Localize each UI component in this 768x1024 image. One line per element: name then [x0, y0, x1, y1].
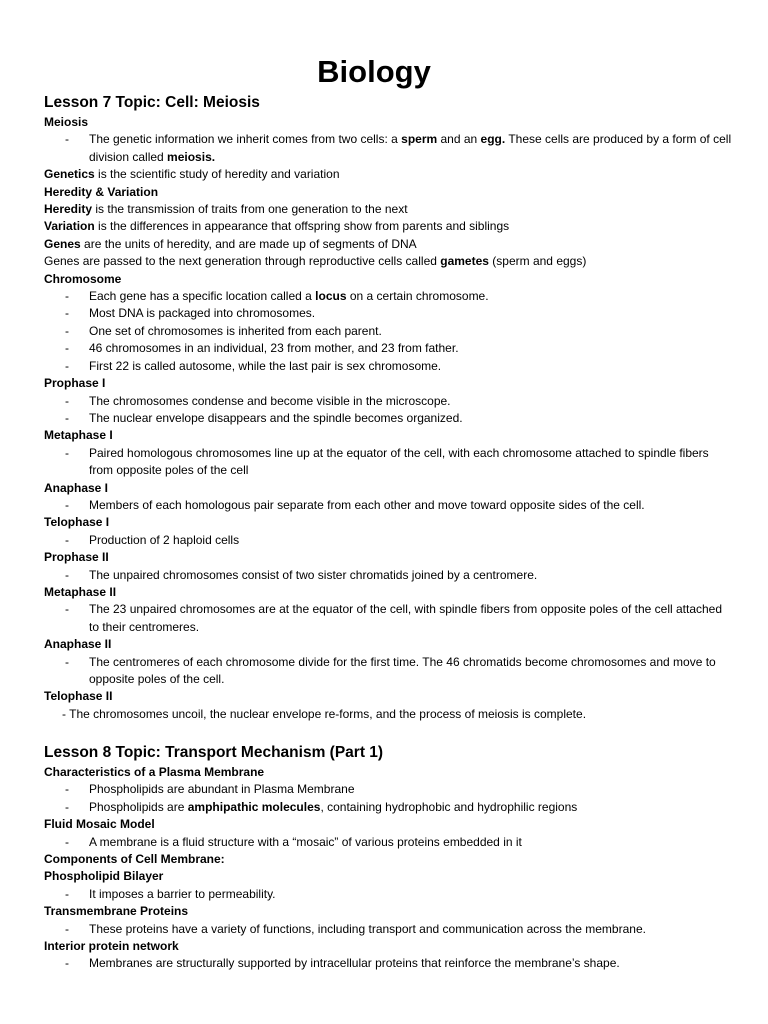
fluid-mosaic-heading: Fluid Mosaic Model [44, 817, 155, 832]
variation-definition: Variation is the differences in appearance that offspring show from parents and siblings [44, 219, 510, 234]
fluid-mosaic-bullet: - A membrane is a fluid structure with a “mosaic” of various proteins embedded in it [44, 834, 734, 851]
chromosome-bullet: - One set of chromosomes is inherited from each parent. [44, 323, 734, 340]
metaphase-2-heading: Metaphase II [44, 584, 117, 599]
lesson-7-title: Lesson 7 Topic: Cell: Meiosis [44, 94, 260, 111]
components-heading: Components of Cell Membrane: [44, 852, 225, 867]
anaphase-2-heading: Anaphase II [44, 637, 112, 652]
genes-definition: Genes are the units of heredity, and are made up of segments of DNA [44, 236, 417, 251]
plasma-membrane-bullet: - Phospholipids are abundant in Plasma Membrane [44, 781, 734, 798]
telophase-1-bullet: - Production of 2 haploid cells [44, 532, 734, 549]
heredity-variation-heading: Heredity & Variation [44, 184, 159, 199]
prophase-1-heading: Prophase I [44, 376, 106, 391]
meiosis-bullet: - The genetic information we inherit comes from two cells: a sperm and an egg. These cells are produced by a form of cell division called meiosis. [44, 131, 734, 166]
heredity-definition: Heredity is the transmission of traits from one generation to the next [44, 202, 408, 217]
lesson-8-section [44, 742, 734, 973]
gametes-definition: Genes are passed to the next generation through reproductive cells called gametes (sperm and eggs) [44, 254, 587, 269]
phospholipid-bilayer-heading: Phospholipid Bilayer [44, 869, 164, 884]
metaphase-2-bullet: - The 23 unpaired chromosomes are at the equator of the cell, with spindle fibers from opposite poles of the cell attached to their centromeres. [44, 601, 734, 636]
chromosome-bullet: - Most DNA is packaged into chromosomes. [44, 305, 734, 322]
prophase-1-bullet: - The nuclear envelope disappears and the spindle becomes organized. [44, 410, 734, 427]
plasma-membrane-bullet: - Phospholipids are amphipathic molecules, containing hydrophobic and hydrophilic regions [44, 799, 734, 816]
metaphase-1-heading: Metaphase I [44, 428, 113, 443]
phospholipid-bilayer-bullet: - It imposes a barrier to permeability. [44, 886, 734, 903]
telophase-2-heading: Telophase II [44, 689, 113, 704]
genetics-definition: Genetics is the scientific study of heredity and variation [44, 167, 340, 182]
chromosome-heading: Chromosome [44, 271, 122, 286]
transmembrane-proteins-bullet: - These proteins have a variety of functions, including transport and communication across the membrane. [44, 921, 734, 938]
meiosis-heading: Meiosis [44, 115, 89, 129]
interior-protein-network-bullet: - Membranes are structurally supported by intracellular proteins that reinforce the membrane’s shape. [44, 955, 734, 972]
telophase-2-line: - The chromosomes uncoil, the nuclear envelope re-forms, and the process of meiosis is complete. [62, 706, 587, 721]
metaphase-1-bullet: - Paired homologous chromosomes line up at the equator of the cell, with each chromosome attached to spindle fibers from opposite poles of the cell [44, 445, 734, 480]
plasma-membrane-heading: Characteristics of a Plasma Membrane [44, 765, 265, 779]
prophase-2-bullet: - The unpaired chromosomes consist of two sister chromatids joined by a centromere. [44, 567, 734, 584]
chromosome-bullet: - 46 chromosomes in an individual, 23 from mother, and 23 from father. [44, 340, 734, 357]
anaphase-1-heading: Anaphase I [44, 480, 109, 495]
telophase-1-heading: Telophase I [44, 515, 110, 530]
prophase-1-bullet: - The chromosomes condense and become visible in the microscope. [44, 393, 734, 410]
chromosome-bullet: - Each gene has a specific location called a locus on a certain chromosome. [44, 288, 734, 305]
chromosome-bullet: - First 22 is called autosome, while the last pair is sex chromosome. [44, 358, 734, 375]
anaphase-1-bullet: - Members of each homologous pair separate from each other and move toward opposite sides of the cell. [44, 497, 734, 514]
lesson-7-section [44, 92, 734, 723]
anaphase-2-bullet: - The centromeres of each chromosome divide for the first time. The 46 chromatids become chromosomes and move to opposite poles of the cell. [44, 654, 734, 689]
prophase-2-heading: Prophase II [44, 550, 109, 565]
document-title: Biology [317, 54, 431, 89]
interior-protein-network-heading: Interior protein network [44, 939, 179, 954]
lesson-8-title: Lesson 8 Topic: Transport Mechanism (Part 1) [44, 744, 384, 761]
transmembrane-proteins-heading: Transmembrane Proteins [44, 904, 189, 919]
